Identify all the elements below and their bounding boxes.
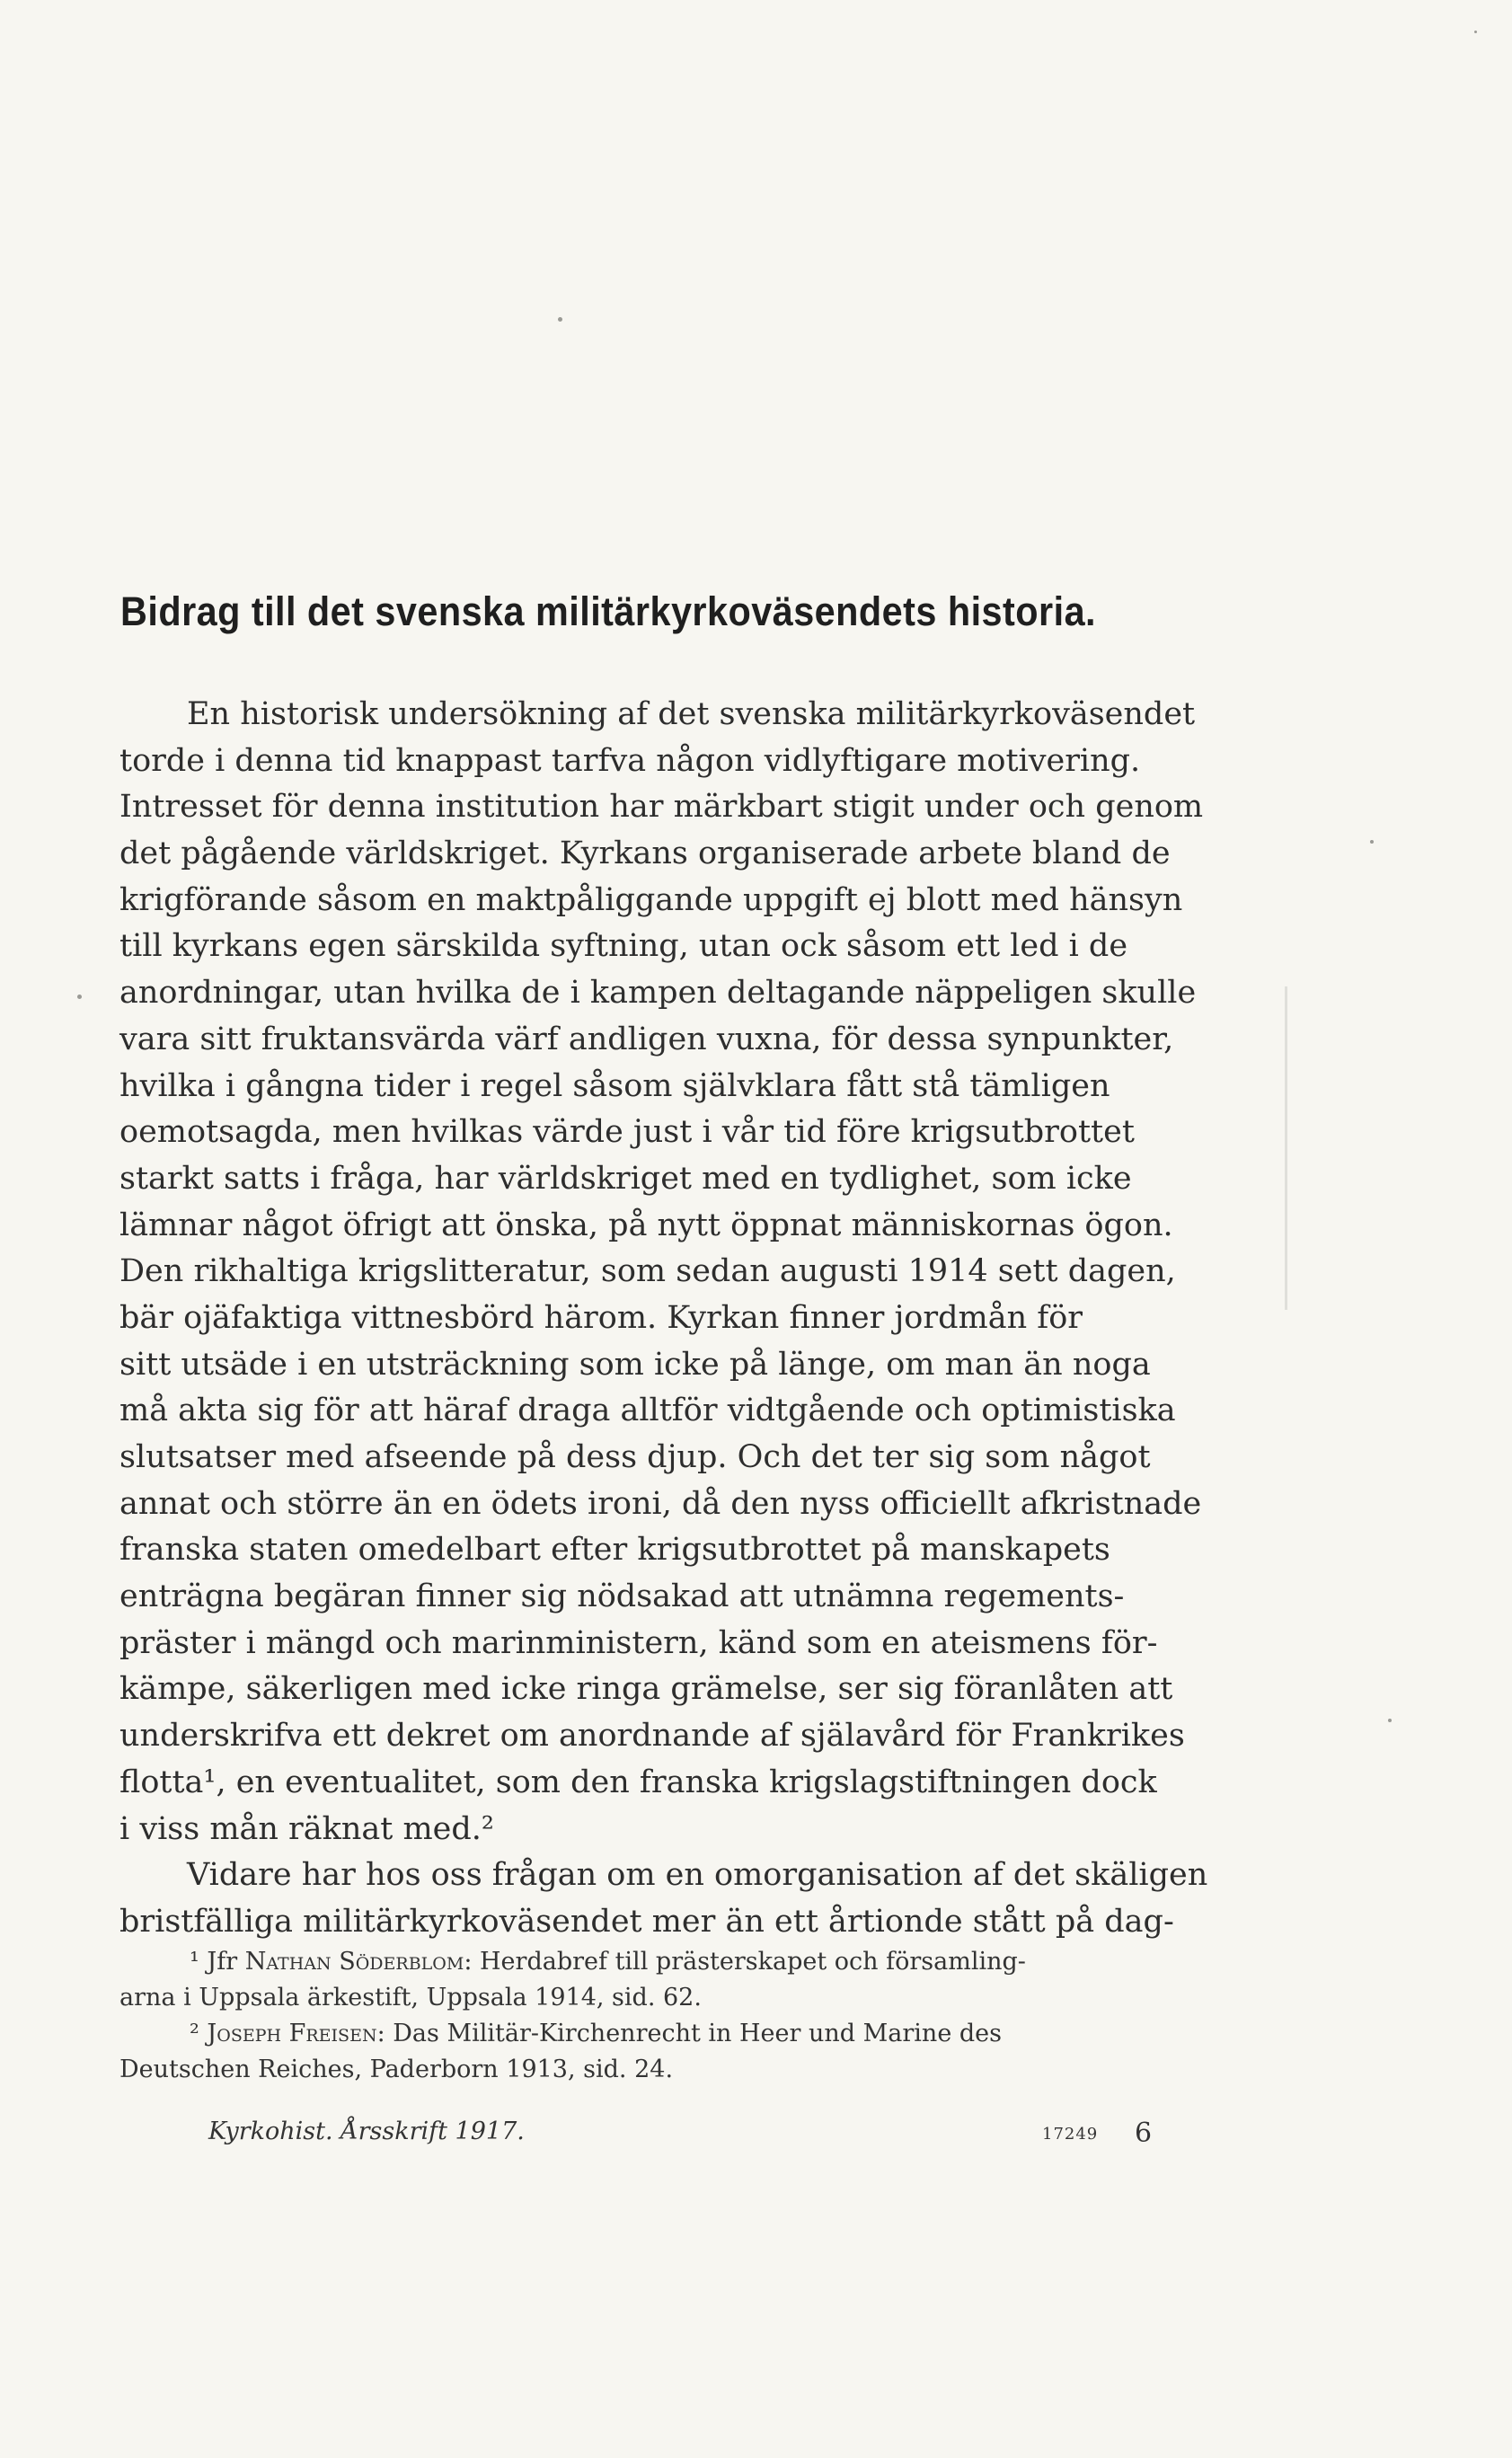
body-line: krigförande såsom en maktpåliggande uppgift ej blott med hänsyn — [119, 881, 1183, 918]
body-line: oemotsagda, men hvilkas värde just i vår tid före krigsutbrottet — [119, 1114, 1135, 1151]
body-line: bristfälliga militärkyrkoväsendet mer än ett årtionde stått på dag- — [119, 1903, 1174, 1940]
paper-speck — [558, 317, 562, 322]
body-line: underskrifva ett dekret om anordnande af själavård för Frankrikes — [119, 1718, 1185, 1755]
footnote-1-line-2: arna i Uppsala ärkestift, Uppsala 1914, sid. 62. — [119, 1984, 702, 2011]
body-line: franska staten omedelbart efter krigsutbrottet på manskapets — [119, 1532, 1110, 1569]
body-line: Intresset för denna institution har märkbart stigit under och genom — [119, 789, 1204, 826]
body-line: flotta¹, en eventualitet, som den franska krigslagstiftningen dock — [119, 1764, 1157, 1800]
footnote-marker: ² — [190, 2020, 199, 2047]
paper-speck — [1474, 31, 1477, 33]
paper-speck — [77, 995, 82, 999]
footnote-author: Nathan Söderblom: — [244, 1948, 473, 1976]
body-line: vara sitt fruktansvärda värf andligen vuxna, för dessa synpunkter, — [119, 1021, 1174, 1057]
body-line: enträgna begäran finner sig nödsakad att utnämna regements- — [119, 1578, 1125, 1615]
journal-signature: Kyrkohist. Årsskrift 1917. — [208, 2118, 525, 2145]
footnote-2-line-1 — [119, 2016, 1216, 2052]
body-line: sitt utsäde i en utsträckning som icke på länge, om man än noga — [119, 1346, 1151, 1383]
page-footer — [0, 2118, 1512, 2153]
body-line: Den rikhaltiga krigslitteratur, som sedan augusti 1914 sett dagen, — [119, 1253, 1176, 1290]
print-code: 17249 — [1042, 2125, 1099, 2144]
body-line: kämpe, säkerligen med icke ringa grämelse, ser sig föranlåten att — [119, 1671, 1173, 1708]
paper-speck — [1388, 1719, 1392, 1722]
body-line: det pågående världskriget. Kyrkans organiserade arbete bland de — [119, 836, 1171, 872]
body-line: Vidare har hos oss frågan om en omorganisation af det skäligen — [187, 1857, 1208, 1894]
body-line: starkt satts i fråga, har världskriget med en tydlighet, som icke — [119, 1160, 1132, 1197]
footnote-text: Das Militär-Kirchenrecht in Heer und Marine des — [393, 2020, 1002, 2047]
body-line: till kyrkans egen särskilda syftning, utan ock såsom ett led i de — [119, 928, 1128, 965]
page-number: 6 — [1135, 2118, 1153, 2149]
body-line: lämnar något öfrigt att önska, på nytt öppnat människornas ögon. — [119, 1207, 1173, 1243]
body-line: slutsatser med afseende på dess djup. Och det ter sig som något — [119, 1439, 1151, 1475]
article-body — [119, 692, 1216, 1946]
body-line: En historisk undersökning af det svenska militärkyrkoväsendet — [187, 696, 1196, 732]
footnote-prefix: Jfr — [207, 1948, 238, 1976]
body-line: i viss mån räknat med.² — [119, 1810, 494, 1847]
body-line: annat och större än en ödets ironi, då den nyss officiellt afkristnade — [119, 1485, 1202, 1522]
body-line: torde i denna tid knappast tarfva någon vidlyftigare motivering. — [119, 742, 1141, 779]
footnote-marker: ¹ — [190, 1948, 199, 1976]
footnote-1-line-1 — [119, 1944, 1216, 1980]
article-title: Bidrag till det svenska militärkyrkoväsendets historia. — [120, 588, 1097, 634]
footnotes — [119, 1944, 1216, 2088]
margin-shadow — [1285, 986, 1287, 1310]
body-line: hvilka i gångna tider i regel såsom självklara fått stå tämligen — [119, 1067, 1110, 1104]
footnote-2-line-2: Deutschen Reiches, Paderborn 1913, sid. 24. — [119, 2056, 674, 2083]
footnote-text: Herdabref till prästerskapet och församling- — [480, 1948, 1026, 1976]
body-line: bär ojäfaktiga vittnesbörd härom. Kyrkan finner jordmån för — [119, 1299, 1083, 1336]
body-line: må akta sig för att häraf draga alltför vidtgående och optimistiska — [119, 1393, 1176, 1429]
body-line: anordningar, utan hvilka de i kampen deltagande näppeligen skulle — [119, 975, 1197, 1012]
paper-speck — [1370, 840, 1374, 844]
footnote-author: Joseph Freisen: — [207, 2020, 385, 2047]
body-line: präster i mängd och marinministern, känd som en ateismens för- — [119, 1624, 1158, 1661]
